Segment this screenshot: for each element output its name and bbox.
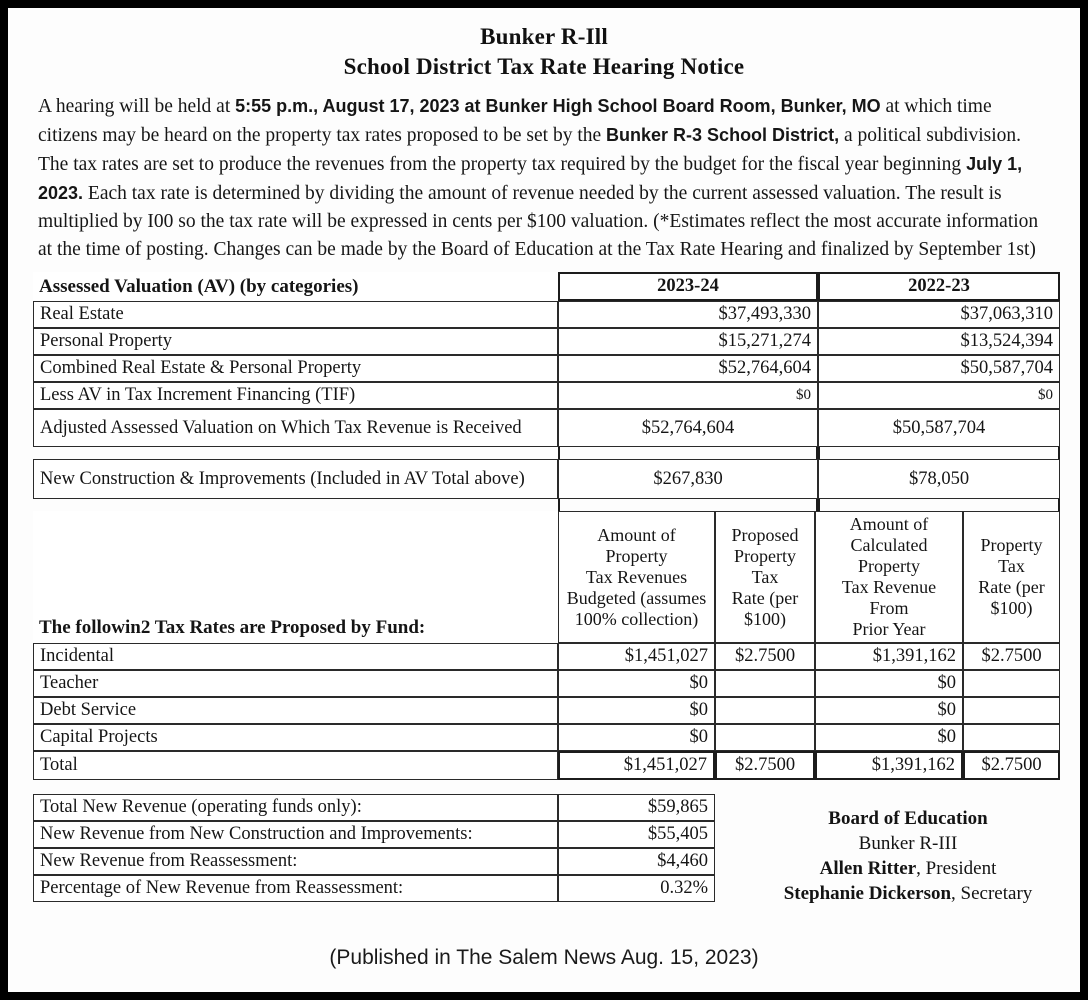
col-line: $100): [744, 608, 786, 629]
col-line: Proposed: [731, 524, 799, 545]
revenue-value: 0.32%: [558, 875, 715, 902]
assessed-valuation-table: [33, 272, 1060, 511]
col-line: Rate (per: [731, 587, 799, 608]
table-row: [33, 875, 715, 902]
table-row: [33, 821, 715, 848]
table-row: [33, 643, 1060, 670]
fund-label: Capital Projects: [33, 724, 558, 751]
av-adjusted-label: Adjusted Assessed Valuation on Which Tax Revenue is Received: [33, 409, 558, 447]
av-row-2023-value: $15,271,274: [558, 328, 818, 355]
notice-p2-c: Each tax rate is determined by dividing the amount of revenue needed by the current assessed valuation. The result is multiplied by I00 so the tax rate will be expressed in cents per $100 valuation. (*Estimates reflect the most accurate information at the time of posting. Changes can be made by the Board of Education at the Tax Rate Hearing and finalized by September 1st): [38, 183, 1039, 260]
spacer-cell: [33, 447, 558, 459]
new-construction-label: New Construction & Improvements (Included in AV Total above): [33, 459, 558, 499]
av-row-2022-value: $0: [818, 382, 1060, 409]
new-construction-2023-value: $267,830: [558, 459, 818, 499]
page-inner: [8, 8, 1080, 969]
table-row-new-construction: [33, 459, 1060, 499]
fund-prior-revenue: $0: [815, 724, 963, 751]
board-heading: Board of Education: [828, 808, 988, 829]
board-district: Bunker R-III: [858, 833, 958, 854]
notice-p1-a: A hearing will be held at: [38, 96, 236, 117]
fund-label: Debt Service: [33, 697, 558, 724]
col-line: Calculated Property: [850, 535, 928, 576]
fund-proposed-rate: $2.7500: [715, 751, 815, 780]
fiscal-year-start: July 1, 2023.: [38, 154, 1023, 203]
fund-budgeted: $1,451,027: [558, 751, 715, 780]
av-header-label: Assessed Valuation (AV) (by categories): [33, 272, 558, 301]
table-row: [33, 697, 1060, 724]
av-row-label: Real Estate: [33, 301, 558, 328]
av-row-2022-value: $50,587,704: [818, 355, 1060, 382]
revenue-label: Percentage of New Revenue from Reassessment:: [33, 875, 558, 902]
av-row-2023-value: $37,493,330: [558, 301, 818, 328]
fund-prior-rate: [963, 697, 1060, 724]
fund-prior-rate: $2.7500: [963, 643, 1060, 670]
rates-col-budgeted: [558, 511, 715, 643]
col-line: Property Tax: [980, 535, 1043, 576]
table-row: [33, 724, 1060, 751]
notice-body: [38, 92, 1050, 264]
tax-rates-table: [33, 511, 1060, 780]
fund-prior-rate: [963, 670, 1060, 697]
board-of-education-block: [743, 806, 1073, 906]
rates-header-row: [33, 511, 1060, 643]
col-line: Amount of: [849, 514, 929, 534]
revenue-label: New Revenue from Reassessment:: [33, 848, 558, 875]
av-col-2022-23: 2022-23: [818, 272, 1060, 301]
president-name: Allen Ritter: [819, 858, 917, 879]
title-line-1: Bunker R-Ill: [480, 24, 608, 49]
new-construction-2022-value: $78,050: [818, 459, 1060, 499]
table-row: [33, 355, 1060, 382]
rates-col-prior-revenue: [815, 511, 963, 643]
table-row: [33, 794, 715, 821]
table-row: [33, 670, 1060, 697]
av-row-label: Less AV in Tax Increment Financing (TIF): [33, 382, 558, 409]
secretary-title: , Secretary: [951, 883, 1033, 904]
fund-prior-revenue: $0: [815, 670, 963, 697]
hearing-time-location: 5:55 p.m., August 17, 2023 at Bunker High School Board Room, Bunker, MO: [235, 96, 881, 116]
document-title: [8, 8, 1080, 82]
av-adjusted-2023-value: $52,764,604: [558, 409, 818, 447]
fund-prior-revenue: $0: [815, 697, 963, 724]
col-line: Budgeted (assumes: [566, 587, 707, 608]
fund-prior-rate: $2.7500: [963, 751, 1060, 780]
fund-proposed-rate: [715, 724, 815, 751]
spacer-cell: [818, 447, 1060, 459]
av-adjusted-2022-value: $50,587,704: [818, 409, 1060, 447]
board-secretary: [743, 881, 1073, 906]
publication-footer: (Published in The Salem News Aug. 15, 2023): [329, 946, 759, 969]
secretary-name: Stephanie Dickerson: [783, 883, 952, 904]
revenue-label: New Revenue from New Construction and Improvements:: [33, 821, 558, 848]
revenue-label: Total New Revenue (operating funds only):: [33, 794, 558, 821]
col-line: Tax Revenue From: [841, 577, 937, 618]
spacer-row: [33, 447, 1060, 459]
table-row: [33, 328, 1060, 355]
av-col-2023-24: 2023-24: [558, 272, 818, 301]
fund-prior-revenue: $1,391,162: [815, 751, 963, 780]
av-row-2023-value: $0: [558, 382, 818, 409]
table-row: [33, 848, 715, 875]
col-line: Prior Year: [852, 619, 926, 639]
spacer-cell: [558, 499, 818, 511]
revenue-value: $59,865: [558, 794, 715, 821]
district-name: Bunker R-3 School District,: [606, 125, 840, 145]
rates-col-proposed-rate: [715, 511, 815, 643]
table-row: [33, 382, 1060, 409]
fund-budgeted: $1,451,027: [558, 643, 715, 670]
av-row-label: Personal Property: [33, 328, 558, 355]
spacer-cell: [558, 447, 818, 459]
notice-paragraph-2: [38, 150, 1050, 264]
col-line: 100% collection): [574, 608, 699, 629]
table-row: [33, 301, 1060, 328]
notice-p1-c: at which time citizens may be heard on the property tax rates proposed to be set by the: [38, 96, 992, 146]
notice-page: [8, 8, 1080, 992]
fund-budgeted: $0: [558, 670, 715, 697]
notice-p1-e: a political subdivision.: [839, 125, 1022, 146]
col-line: Tax Revenues: [585, 566, 688, 587]
table-row-adjusted: [33, 409, 1060, 447]
fund-budgeted: $0: [558, 697, 715, 724]
spacer-cell: [818, 499, 1060, 511]
fund-proposed-rate: $2.7500: [715, 643, 815, 670]
col-line: $100): [990, 598, 1033, 618]
rates-header-label: The followin2 Tax Rates are Proposed by Fund:: [33, 511, 558, 643]
revenue-value: $55,405: [558, 821, 715, 848]
col-line: Rate (per: [978, 577, 1045, 597]
title-line-2: School District Tax Rate Hearing Notice: [343, 54, 745, 79]
fund-label: Total: [33, 751, 558, 780]
president-title: , President: [916, 858, 997, 879]
fund-prior-revenue: $1,391,162: [815, 643, 963, 670]
revenue-value: $4,460: [558, 848, 715, 875]
av-header-row: [33, 272, 1060, 301]
fund-prior-rate: [963, 724, 1060, 751]
new-revenue-table: [33, 794, 715, 902]
col-line: Property Tax: [734, 545, 796, 587]
rates-col-prior-rate: [963, 511, 1060, 643]
av-row-2023-value: $52,764,604: [558, 355, 818, 382]
notice-p2-a: The tax rates are set to produce the revenues from the property tax required by the budget for the fiscal year beginning: [38, 154, 967, 175]
av-row-label: Combined Real Estate & Personal Property: [33, 355, 558, 382]
fund-budgeted: $0: [558, 724, 715, 751]
av-row-2022-value: $13,524,394: [818, 328, 1060, 355]
fund-label: Incidental: [33, 643, 558, 670]
spacer-row: [33, 499, 1060, 511]
col-line: Amount of Property: [597, 524, 676, 566]
fund-label: Teacher: [33, 670, 558, 697]
av-row-2022-value: $37,063,310: [818, 301, 1060, 328]
notice-paragraph-1: [38, 92, 1050, 150]
spacer-cell: [33, 499, 558, 511]
fund-proposed-rate: [715, 697, 815, 724]
fund-proposed-rate: [715, 670, 815, 697]
board-president: [743, 856, 1073, 881]
table-row-total: [33, 751, 1060, 780]
